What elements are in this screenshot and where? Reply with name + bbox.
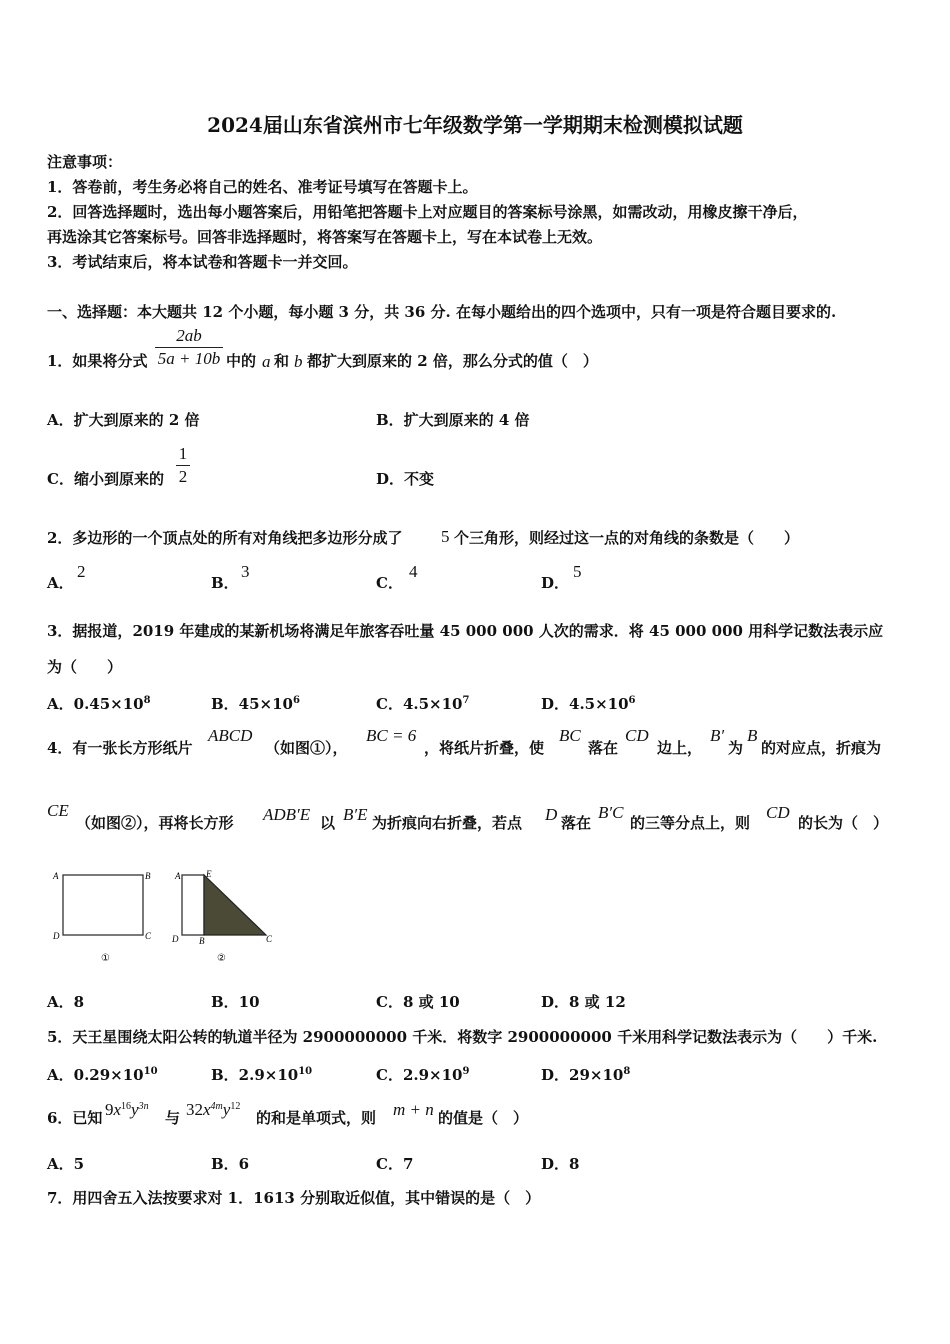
q1-prefix: 1．如果将分式	[47, 352, 148, 370]
q4-text-13: 的长为（ ）	[798, 814, 889, 832]
q3-option-a: A．$0.45\times 10^8$	[47, 695, 151, 713]
fig2-strip	[182, 875, 204, 935]
q4-text-6: 为	[728, 739, 744, 757]
q4-text-4: 落在	[588, 739, 619, 757]
fig1-label-d: D	[53, 931, 60, 941]
q4-text-11: 落在	[561, 814, 592, 832]
q4-text-10: 为折痕向右折叠，若点	[372, 814, 523, 832]
fig2-label-e: E	[206, 869, 212, 879]
q4-bc: BC	[559, 726, 581, 745]
q4-text-12: 的三等分点上，则	[630, 814, 751, 832]
page-title: 2024届山东省滨州市七年级数学第一学期期末检测模拟试题	[207, 113, 743, 137]
q1-frac-numerator: 2ab	[176, 326, 202, 345]
q1-option-b: B．扩大到原来的 4 倍	[376, 411, 530, 429]
q1-suffix: 都扩大到原来的 2 倍，那么分式的值（ ）	[307, 352, 598, 370]
q5-option-a: A．$0.29\times 10^{10}$	[47, 1066, 158, 1084]
notice-item-3: 3．考试结束后，将本试卷和答题卡一并交回。	[47, 253, 358, 271]
q6-prefix: 6．已知	[47, 1109, 103, 1127]
q4-text-3: ，将纸片折叠，使	[424, 739, 545, 757]
q1-var-b: b	[294, 352, 303, 371]
q4-cd: CD	[625, 726, 649, 745]
q5-option-b: B．$2.9\times 10^{10}$	[211, 1066, 313, 1084]
q6-mid: 与	[165, 1109, 181, 1127]
q4-be: B′E	[343, 805, 368, 824]
q6-term-1: $9x^{16}y^{3n}$	[105, 1100, 149, 1119]
notice-item-2a: 2．回答选择题时，选出每小题答案后，用铅笔把答题卡上对应题目的答案标号涂黑，如需改动，用橡皮擦干净后，	[47, 203, 808, 221]
fig1-rectangle	[63, 875, 143, 935]
q4-abcd: ABCD	[208, 726, 253, 745]
notice-item-2b: 再选涂其它答案标号。回答非选择题时，将答案写在答题卡上，写在本试卷上无效。	[47, 228, 603, 246]
q4-text-5: 边上，	[657, 739, 703, 757]
q5-option-d: D．$29\times 10^8$	[541, 1066, 631, 1084]
q4-text-9: 以	[320, 814, 336, 832]
q1-optc-denominator: 2	[178, 467, 188, 486]
fig2-label-b: B	[199, 936, 205, 946]
q1-optc-numerator: 1	[178, 444, 188, 463]
q3-option-d: D．$4.5\times 10^6$	[541, 695, 636, 713]
q6-option-d: D．8	[541, 1155, 580, 1173]
q4-ce: CE	[47, 801, 69, 820]
q1-option-c: C．缩小到原来的	[47, 470, 164, 488]
q1-mid2: 和	[274, 352, 290, 370]
q1-option-c-fraction	[176, 444, 190, 487]
q2-option-b-value: 3	[241, 562, 250, 581]
q4-option-d: D．8 或 12	[541, 993, 626, 1011]
q2-suffix: 个三角形，则经过这一点的对角线的条数是（ ）	[454, 529, 800, 547]
q6-suffix: 的值是（ ）	[438, 1109, 529, 1127]
fig2-caption: ②	[217, 953, 226, 964]
fig1-label-a: A	[53, 871, 59, 881]
q2-option-d: D．	[541, 574, 570, 592]
q6-m-plus-n: m + n	[393, 1100, 434, 1119]
notice-heading: 注意事项：	[47, 153, 123, 171]
q2-option-d-value: 5	[573, 562, 582, 581]
q4-d: D	[545, 805, 558, 824]
q2-number: 5	[441, 527, 450, 546]
q4-text-8: （如图②），再将长方形	[76, 814, 234, 832]
q6-option-c: C．7	[376, 1155, 414, 1173]
q4-option-c: C．8 或 10	[376, 993, 460, 1011]
q2-option-a: A．	[47, 574, 74, 592]
q7-line: 7．用四舍五入法按要求对 1．1613 分别取近似值，其中错误的是（ ）	[47, 1189, 541, 1207]
q4-option-b: B．10	[211, 993, 260, 1011]
q4-option-a: A．8	[47, 993, 85, 1011]
fig2-label-d: D	[172, 934, 179, 944]
q4-bc-6: BC = 6	[366, 726, 417, 745]
q3-option-b: B．$45\times 10^6$	[211, 695, 300, 713]
q6-mid-2: 的和是单项式，则	[256, 1109, 377, 1127]
fraction-bar	[176, 465, 190, 466]
q1-option-d: D．不变	[376, 470, 435, 488]
fraction-bar	[155, 347, 223, 348]
fig1-label-c: C	[145, 931, 152, 941]
q1-frac-denominator: 5a + 10b	[157, 349, 221, 368]
fig2-label-c: C	[266, 934, 273, 944]
q6-option-a: A．5	[47, 1155, 85, 1173]
notice-item-1: 1．答卷前，考生务必将自己的姓名、准考证号填写在答题卡上。	[47, 178, 478, 196]
q1-mid1: 中的	[226, 352, 257, 370]
fig2-label-a: A	[175, 871, 181, 881]
q1-option-a: A．扩大到原来的 2 倍	[47, 411, 200, 429]
q2-option-b: B．	[211, 574, 239, 592]
q4-cd-2: CD	[766, 803, 790, 822]
fig1-label-b: B	[145, 871, 151, 881]
q4-b: B	[747, 726, 758, 745]
section-heading: 一、选择题：本大题共 12 个小题，每小题 3 分，共 36 分. 在每小题给出的四个选项中，只有一项是符合题目要求的.	[47, 303, 837, 321]
q5-option-c: C．$2.9\times 10^9$	[376, 1066, 470, 1084]
fig2-folded-triangle	[204, 875, 266, 935]
q6-term-2: $32x^{4m}y^{12}$	[186, 1100, 241, 1119]
q4-figures	[45, 862, 285, 972]
q4-text-7: 的对应点，折痕为	[761, 739, 882, 757]
q6-option-b: B．6	[211, 1155, 250, 1173]
q4-b-prime: B′	[710, 726, 725, 745]
q1-var-a: a	[262, 352, 271, 371]
q1-fraction	[155, 326, 223, 369]
q2-option-c-value: 4	[409, 562, 418, 581]
q2-option-c: C．	[376, 574, 403, 592]
q3-line-1: 3．据报道，2019 年建成的某新机场将满足年旅客吞吐量 45 000 000 人次的需求．将 45 000 000 用科学记数法表示应	[47, 622, 884, 640]
fig1-caption: ①	[101, 953, 110, 964]
q4-bc-prime: B′C	[598, 803, 624, 822]
q3-line-2: 为（ ）	[47, 658, 123, 676]
q4-adbe: ADB′E	[263, 805, 311, 824]
q2-option-a-value: 2	[77, 562, 86, 581]
q3-option-c: C．$4.5\times 10^7$	[376, 695, 470, 713]
q4-text-2: （如图①），	[265, 739, 348, 757]
q5-line: 5．天王星围绕太阳公转的轨道半径为 2900000000 千米．将数字 2900000000 千米用科学记数法表示为（ ）千米.	[47, 1028, 878, 1046]
q4-text-1: 4．有一张长方形纸片	[47, 739, 193, 757]
q2-prefix: 2．多边形的一个顶点处的所有对角线把多边形分成了	[47, 529, 403, 547]
